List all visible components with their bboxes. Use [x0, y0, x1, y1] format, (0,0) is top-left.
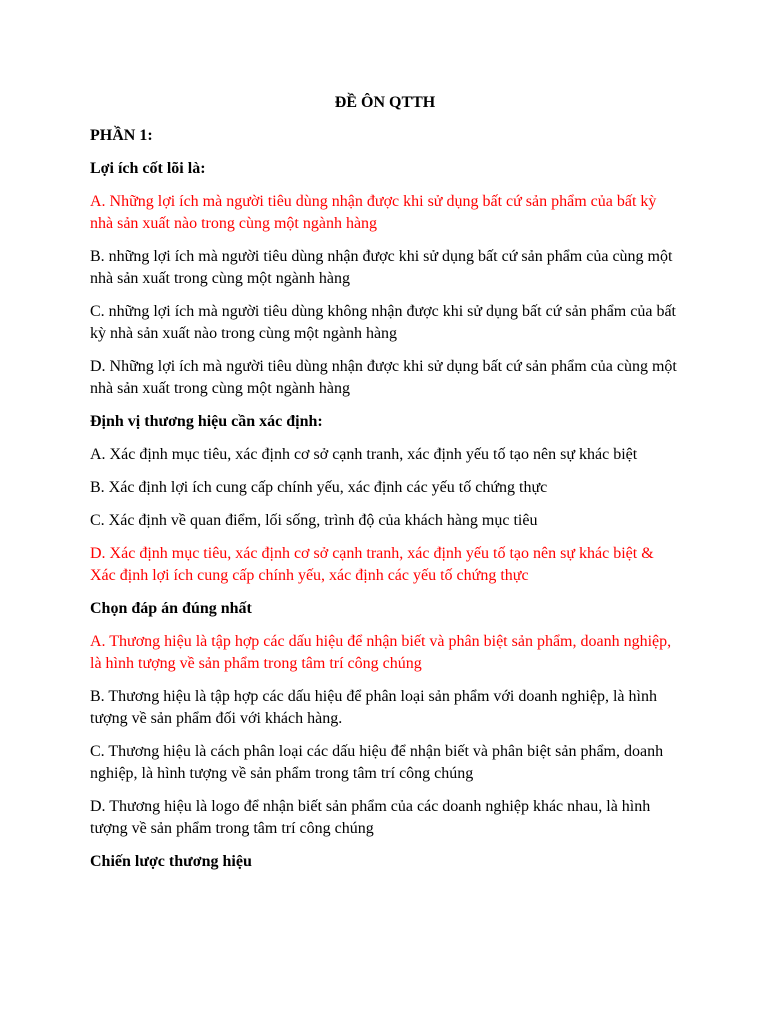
- question-text: Lợi ích cốt lõi là:: [90, 160, 206, 177]
- question-text: Định vị thương hiệu cần xác định:: [90, 413, 323, 430]
- option-b: B. Thương hiệu là tập hợp các dấu hiệu để phân loại sản phẩm với doanh nghiệp, là hình tượng về sản phẩm đối với khách hàng.: [90, 688, 657, 727]
- question-block: [90, 158, 680, 400]
- document-title: ĐỀ ÔN QTTH: [334, 94, 436, 111]
- question-block: [90, 851, 680, 873]
- option-d: D. Những lợi ích mà người tiêu dùng nhận được khi sử dụng bất cứ sản phẩm của cùng một nhà sản xuất trong cùng một ngành hàng: [90, 358, 677, 397]
- option-b: B. những lợi ích mà người tiêu dùng nhận được khi sử dụng bất cứ sản phẩm của cùng một nhà sản xuất trong cùng một ngành hàng: [90, 248, 673, 287]
- option-d: D. Thương hiệu là logo để nhận biết sản phẩm của các doanh nghiệp khác nhau, là hình tượng về sản phẩm trong tâm trí công chúng: [90, 798, 651, 837]
- option-a: A. Thương hiệu là tập hợp các dấu hiệu để nhận biết và phân biệt sản phẩm, doanh nghiệp, là hình tượng về sản phẩm trong tâm trí công chúng: [90, 633, 672, 672]
- option-a: A. Xác định mục tiêu, xác định cơ sở cạnh tranh, xác định yếu tố tạo nên sự khác biệt: [90, 446, 638, 463]
- document-page: [90, 92, 680, 884]
- question-block: [90, 411, 680, 587]
- option-d: D. Xác định mục tiêu, xác định cơ sở cạnh tranh, xác định yếu tố tạo nên sự khác biệt & Xác định lợi ích cung cấp chính yếu, xác định các yếu tố chứng thực: [90, 545, 654, 584]
- option-a: A. Những lợi ích mà người tiêu dùng nhận được khi sử dụng bất cứ sản phẩm của bất kỳ nhà sản xuất nào trong cùng một ngành hàng: [90, 193, 657, 232]
- option-b: B. Xác định lợi ích cung cấp chính yếu, xác định các yếu tố chứng thực: [90, 479, 548, 496]
- option-c: C. những lợi ích mà người tiêu dùng không nhận được khi sử dụng bất cứ sản phẩm của bất kỳ nhà sản xuất nào trong cùng một ngành hàng: [90, 303, 676, 342]
- question-text: Chọn đáp án đúng nhất: [90, 600, 252, 617]
- option-c: C. Xác định về quan điểm, lối sống, trình độ của khách hàng mục tiêu: [90, 512, 538, 529]
- question-text: Chiến lược thương hiệu: [90, 853, 252, 870]
- question-block: [90, 598, 680, 840]
- option-c: C. Thương hiệu là cách phân loại các dấu hiệu để nhận biết và phân biệt sản phẩm, doanh nghiệp, là hình tượng về sản phẩm trong tâm trí công chúng: [90, 743, 664, 782]
- part-heading: PHẦN 1:: [90, 127, 153, 144]
